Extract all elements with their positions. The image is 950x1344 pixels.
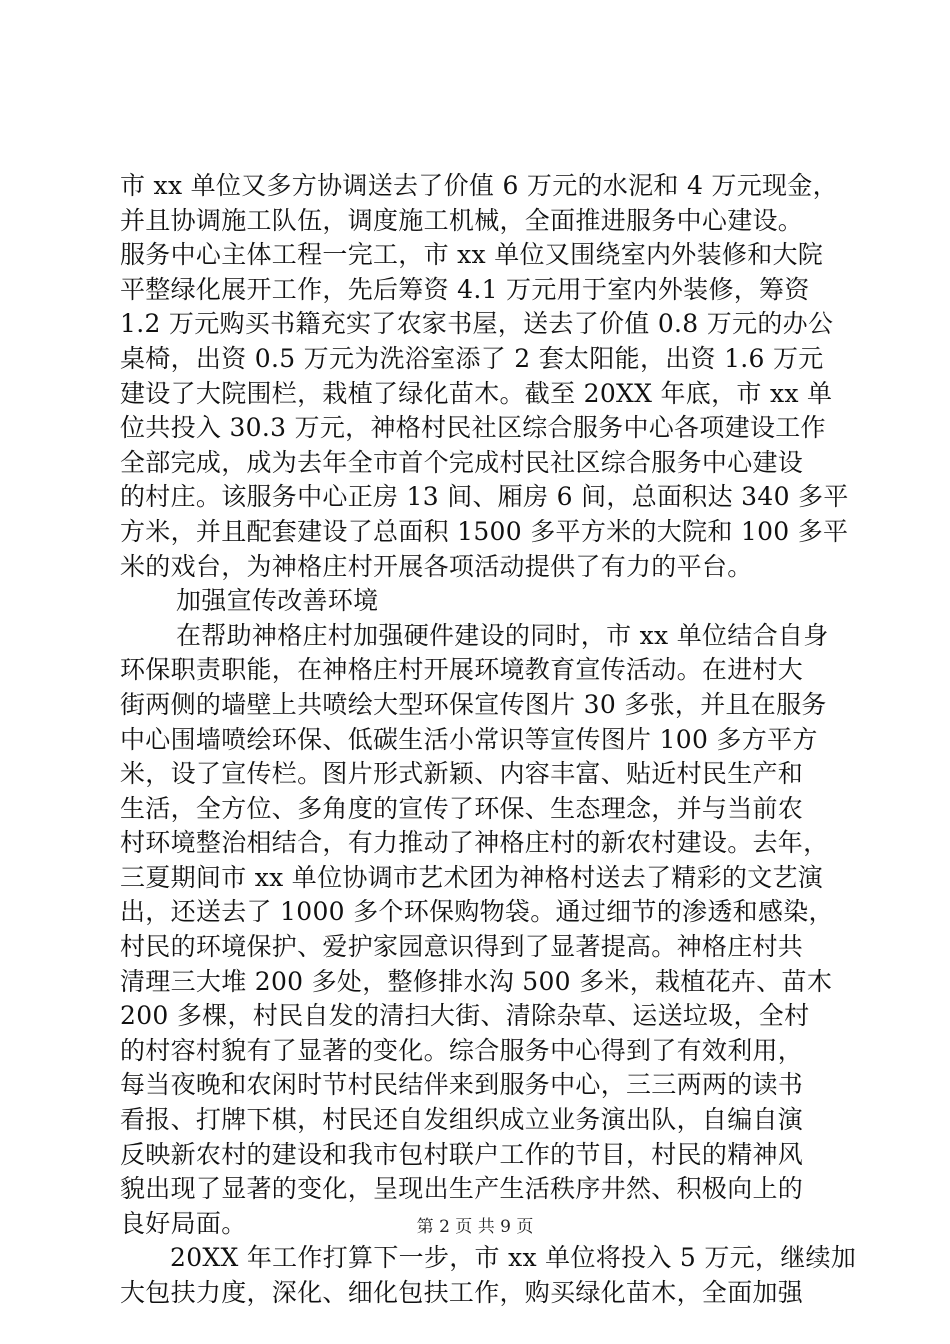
text-line: 市 xx 单位又多方协调送去了价值 6 万元的水泥和 4 万元现金，	[120, 171, 838, 200]
text-line: 大包扶力度，深化、细化包扶工作，购买绿化苗木，全面加强	[120, 1278, 804, 1307]
text-line: 20XX 年工作打算下一步，市 xx 单位将投入 5 万元，继续加	[170, 1243, 857, 1273]
text-line: 清理三大堆 200 多处，整修排水沟 500 多米，栽植花卉、苗木	[120, 966, 833, 996]
text-line: 街两侧的墙壁上共喷绘大型环保宣传图片 30 多张，并且在服务	[120, 689, 827, 719]
text-line: 并且协调施工队伍，调度施工机械，全面推进服务中心建设。	[120, 205, 804, 235]
text-line: 良好局面。	[120, 1208, 247, 1238]
text-line: 方米，并且配套建设了总面积 1500 多平方米的大院和 100 多平	[120, 516, 849, 546]
text-line: 反映新农村的建设和我市包村联户工作的节目，村民的精神风	[120, 1139, 804, 1169]
text-line: 位共投入 30.3 万元，神格村民社区综合服务中心各项建设工作	[120, 413, 826, 443]
text-line: 村环境整治相结合，有力推动了神格庄村的新农村建设。去年，	[120, 828, 829, 858]
paragraph-environment	[120, 619, 840, 1242]
text-line: 生活，全方位、多角度的宣传了环保、生态理念，并与当前农	[120, 793, 804, 823]
document-body	[120, 169, 857, 1311]
text-line: 看报、打牌下棋，村民还自发组织成立业务演出队，自编自演	[120, 1105, 804, 1135]
text-line: 服务中心主体工程一完工，市 xx 单位又围绕室内外装修和大院	[120, 240, 824, 270]
text-line: 200 多棵，村民自发的清扫大街、清除杂草、运送垃圾，全村	[120, 1001, 810, 1031]
paragraph-service-center	[120, 169, 849, 584]
text-line: 米，设了宣传栏。图片形式新颖、内容丰富、贴近村民生产和	[120, 759, 804, 789]
text-line: 的村庄。该服务中心正房 13 间、厢房 6 间，总面积达 340 多平	[120, 482, 849, 512]
text-line: 每当夜晚和农闲时节村民结伴来到服务中心，三三两两的读书	[120, 1070, 804, 1100]
paragraph-next-year-plan	[120, 1241, 857, 1310]
text-line: 1.2 万元购买书籍充实了农家书屋，送去了价值 0.8 万元的办公	[120, 309, 834, 339]
text-line: 米的戏台，为神格庄村开展各项活动提供了有力的平台。	[120, 551, 753, 581]
text-line: 在帮助神格庄村加强硬件建设的同时，市 xx 单位结合自身	[176, 620, 829, 650]
text-line: 全部完成，成为去年全市首个完成村民社区综合服务中心建设	[120, 447, 804, 477]
text-line: 环保职责职能，在神格庄村开展环境教育宣传活动。在进村大	[120, 655, 804, 685]
text-line: 桌椅，出资 0.5 万元为洗浴室添了 2 套太阳能，出资 1.6 万元	[120, 343, 824, 373]
text-line: 出，还送去了 1000 多个环保购物袋。通过细节的渗透和感染，	[120, 897, 834, 927]
text-line: 建设了大院围栏，栽植了绿化苗木。截至 20XX 年底，市 xx 单	[120, 378, 833, 408]
text-line: 村民的环境保护、爱护家园意识得到了显著提高。神格庄村共	[120, 932, 804, 962]
text-line: 三夏期间市 xx 单位协调市艺术团为神格村送去了精彩的文艺演	[120, 862, 824, 892]
section-heading: 加强宣传改善环境	[176, 586, 379, 616]
page-number-footer: 第 2 页 共 9 页	[416, 1217, 534, 1237]
text-line: 平整绿化展开工作，先后筹资 4.1 万元用于室内外装修，筹资	[120, 274, 810, 304]
text-line: 中心围墙喷绘环保、低碳生活小常识等宣传图片 100 多方平方	[120, 724, 818, 754]
text-line: 貌出现了显著的变化，呈现出生产生活秩序井然、积极向上的	[120, 1174, 804, 1204]
text-line: 的村容村貌有了显著的变化。综合服务中心得到了有效利用，	[120, 1035, 804, 1065]
